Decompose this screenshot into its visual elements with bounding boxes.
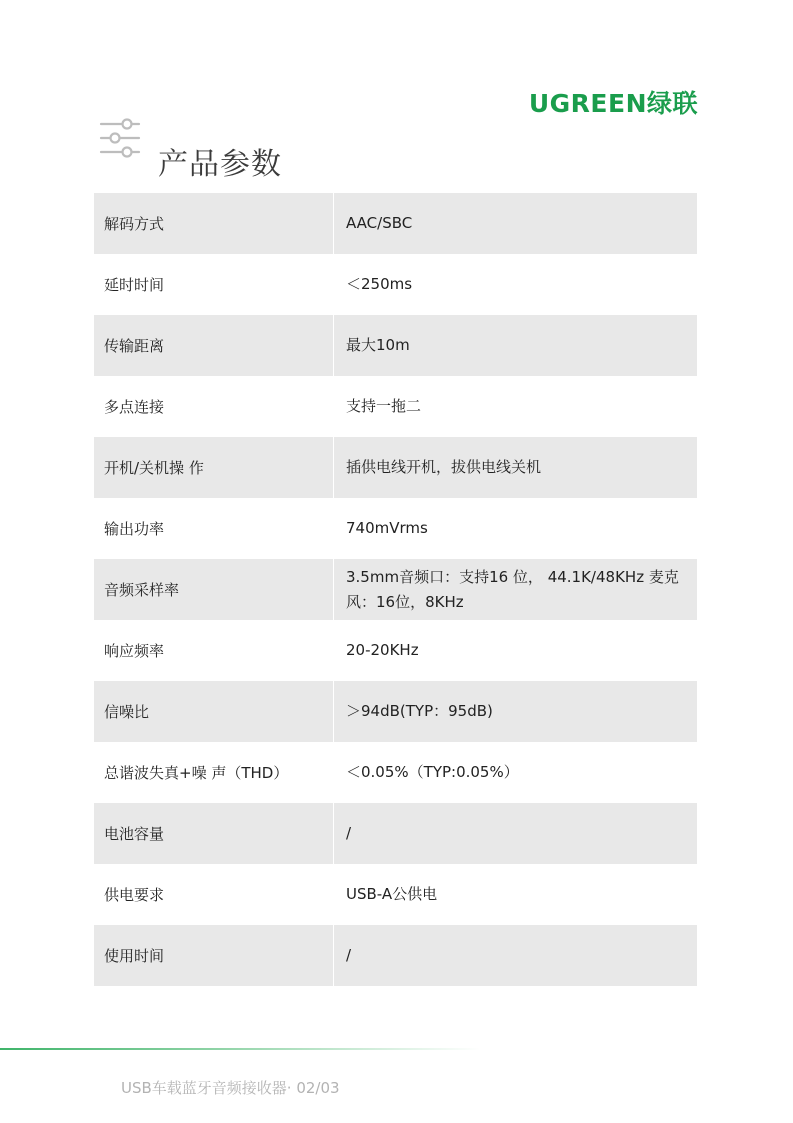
spec-label: 开机/关机操 作	[94, 437, 334, 498]
spec-value: AAC/SBC	[346, 214, 413, 232]
spec-value: 最大10m	[346, 336, 410, 354]
spec-row	[94, 864, 697, 925]
spec-row	[94, 620, 697, 681]
spec-label: 信噪比	[94, 681, 334, 742]
spec-row	[94, 376, 697, 437]
spec-value: 740mVrms	[346, 519, 428, 537]
footer-divider	[0, 1048, 480, 1050]
spec-value: 20-20KHz	[346, 641, 419, 659]
spec-value: ＜250ms	[346, 275, 413, 293]
spec-row	[94, 681, 697, 742]
spec-label: 传输距离	[94, 315, 334, 376]
spec-row	[94, 559, 697, 620]
spec-label: 使用时间	[94, 925, 334, 986]
spec-value: ＜0.05%（TYP:0.05%）	[346, 763, 519, 781]
spec-label: 音频采样率	[94, 559, 334, 620]
footer-page-label: USB车载蓝牙音频接收器· 02/03	[121, 1079, 340, 1097]
spec-label: 输出功率	[94, 498, 334, 559]
spec-value: /	[346, 824, 352, 842]
ugreen-logo: UGREEN绿联	[528, 89, 698, 118]
spec-row	[94, 437, 697, 498]
spec-row	[94, 803, 697, 864]
spec-value: 支持一拖二	[346, 397, 422, 415]
spec-value: /	[346, 946, 352, 964]
spec-row	[94, 742, 697, 803]
spec-label: 电池容量	[94, 803, 334, 864]
spec-label: 总谐波失真+噪 声（THD）	[94, 742, 334, 803]
spec-value: USB-A公供电	[346, 885, 438, 903]
spec-row	[94, 254, 697, 315]
spec-label: 供电要求	[94, 864, 334, 925]
spec-label: 延时时间	[94, 254, 334, 315]
page-title: 产品参数	[158, 147, 282, 183]
spec-label: 解码方式	[94, 193, 334, 254]
spec-row	[94, 498, 697, 559]
spec-row	[94, 193, 697, 254]
spec-value: ＞94dB(TYP：95dB)	[346, 702, 493, 720]
spec-value: 插供电线开机，拔供电线关机	[346, 458, 542, 476]
spec-row	[94, 315, 697, 376]
spec-label: 响应频率	[94, 620, 334, 681]
settings-sliders-icon	[99, 118, 141, 158]
spec-value: 3.5mm音频口：支持16 位， 44.1K/48KHz 麦克风：16位，8KHz	[346, 567, 679, 611]
spec-table	[94, 193, 697, 986]
spec-row	[94, 925, 697, 986]
spec-label: 多点连接	[94, 376, 334, 437]
